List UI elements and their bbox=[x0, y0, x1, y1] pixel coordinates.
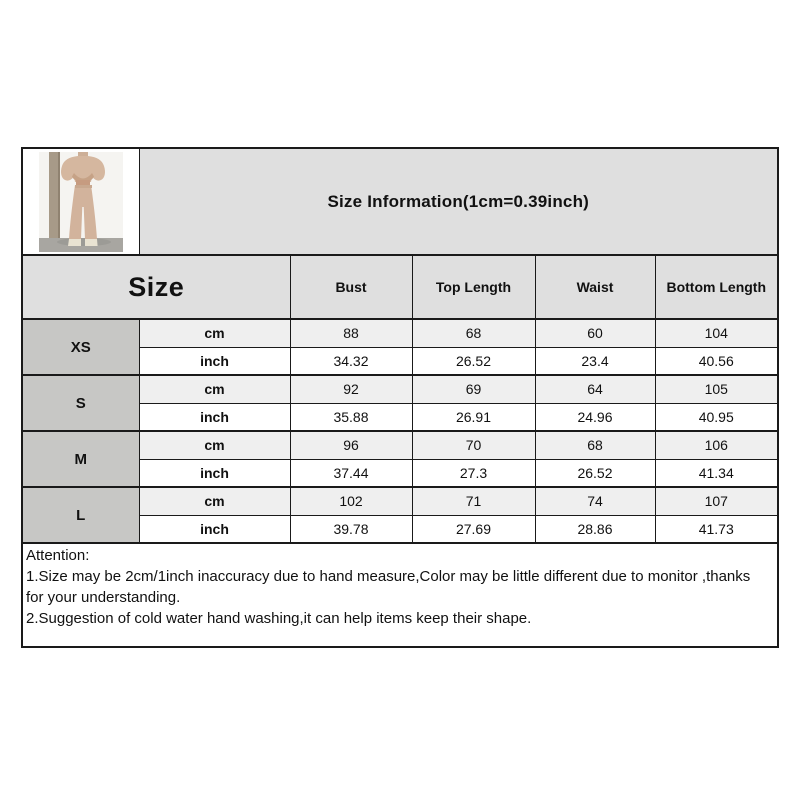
measurement-cell: 106 bbox=[655, 431, 778, 459]
measurement-cell: 34.32 bbox=[290, 347, 412, 375]
measurement-cell: 68 bbox=[535, 431, 655, 459]
table-row-xs-cm bbox=[22, 319, 778, 347]
size-label-xs: XS bbox=[22, 319, 139, 375]
measurement-cell: 40.95 bbox=[655, 403, 778, 431]
measurement-cell: 105 bbox=[655, 375, 778, 403]
column-header-bottom-length: Bottom Length bbox=[655, 255, 778, 319]
unit-label-cm: cm bbox=[139, 375, 290, 403]
table-row-s-cm bbox=[22, 375, 778, 403]
measurement-cell: 88 bbox=[290, 319, 412, 347]
column-header-waist: Waist bbox=[535, 255, 655, 319]
unit-label-inch: inch bbox=[139, 403, 290, 431]
measurement-cell: 60 bbox=[535, 319, 655, 347]
product-photo-cell bbox=[22, 148, 139, 255]
attention-heading: Attention: bbox=[26, 547, 90, 564]
measurement-cell: 69 bbox=[412, 375, 535, 403]
measurement-cell: 28.86 bbox=[535, 515, 655, 543]
measurement-cell: 24.96 bbox=[535, 403, 655, 431]
size-info-title: Size Information(1cm=0.39inch) bbox=[139, 148, 778, 255]
attention-note bbox=[22, 543, 778, 647]
measurement-cell: 41.73 bbox=[655, 515, 778, 543]
measurement-cell: 26.52 bbox=[412, 347, 535, 375]
measurement-cell: 39.78 bbox=[290, 515, 412, 543]
size-label-l: L bbox=[22, 487, 139, 543]
attention-note-2: 2.Suggestion of cold water hand washing,it can help items keep their shape. bbox=[26, 610, 532, 627]
table-row-l-cm bbox=[22, 487, 778, 515]
measurement-cell: 35.88 bbox=[290, 403, 412, 431]
table-row-m-cm bbox=[22, 431, 778, 459]
product-photo bbox=[23, 149, 139, 254]
measurement-cell: 40.56 bbox=[655, 347, 778, 375]
measurement-cell: 74 bbox=[535, 487, 655, 515]
column-header-top-length: Top Length bbox=[412, 255, 535, 319]
size-label-m: M bbox=[22, 431, 139, 487]
measurement-cell: 68 bbox=[412, 319, 535, 347]
unit-label-inch: inch bbox=[139, 515, 290, 543]
size-label-s: S bbox=[22, 375, 139, 431]
product-photo-image bbox=[39, 152, 123, 252]
unit-label-inch: inch bbox=[139, 459, 290, 487]
measurement-cell: 104 bbox=[655, 319, 778, 347]
measurement-cell: 71 bbox=[412, 487, 535, 515]
size-chart-table bbox=[21, 147, 779, 648]
unit-label-cm: cm bbox=[139, 319, 290, 347]
measurement-cell: 102 bbox=[290, 487, 412, 515]
measurement-cell: 37.44 bbox=[290, 459, 412, 487]
unit-label-cm: cm bbox=[139, 487, 290, 515]
title-row bbox=[22, 148, 778, 255]
size-chart-sheet bbox=[21, 147, 777, 648]
measurement-cell: 26.52 bbox=[535, 459, 655, 487]
column-header-row bbox=[22, 255, 778, 319]
measurement-cell: 41.34 bbox=[655, 459, 778, 487]
measurement-cell: 27.3 bbox=[412, 459, 535, 487]
measurement-cell: 70 bbox=[412, 431, 535, 459]
measurement-cell: 107 bbox=[655, 487, 778, 515]
measurement-cell: 27.69 bbox=[412, 515, 535, 543]
measurement-cell: 64 bbox=[535, 375, 655, 403]
attention-note-1: 1.Size may be 2cm/1inch inaccuracy due to hand measure,Color may be little different due to monitor ,thanks for your understanding. bbox=[26, 568, 751, 606]
measurement-cell: 96 bbox=[290, 431, 412, 459]
measurement-cell: 92 bbox=[290, 375, 412, 403]
unit-label-inch: inch bbox=[139, 347, 290, 375]
size-header: Size bbox=[22, 255, 290, 319]
measurement-cell: 23.4 bbox=[535, 347, 655, 375]
attention-row bbox=[22, 543, 778, 647]
column-header-bust: Bust bbox=[290, 255, 412, 319]
measurement-cell: 26.91 bbox=[412, 403, 535, 431]
unit-label-cm: cm bbox=[139, 431, 290, 459]
